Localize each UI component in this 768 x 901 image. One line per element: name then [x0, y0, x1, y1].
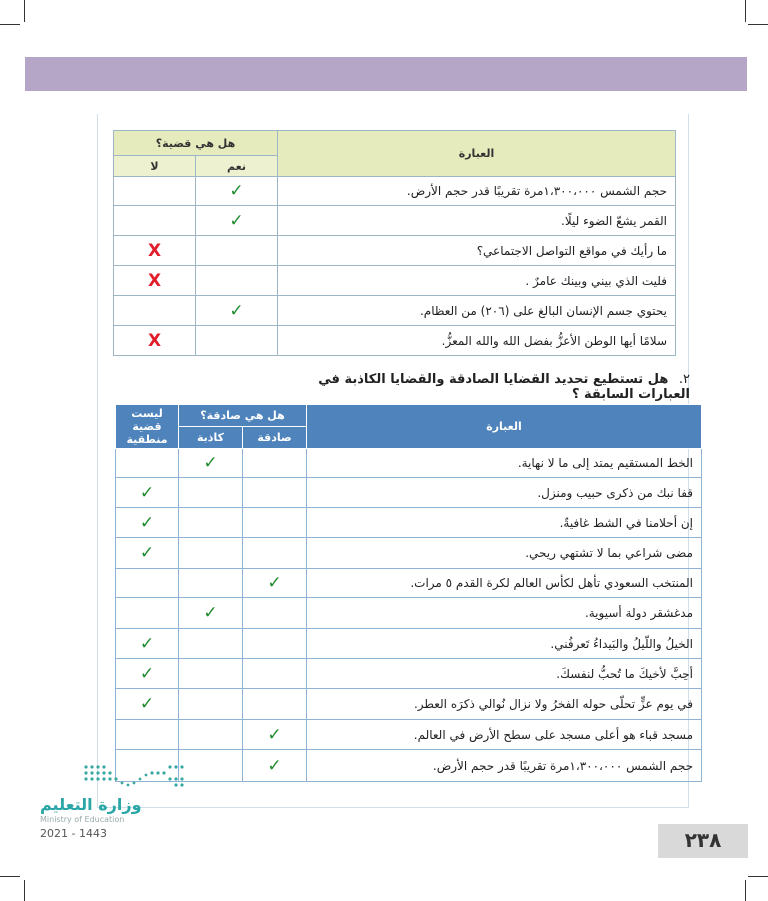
table-row [116, 720, 702, 750]
question-number: ٢. [678, 372, 690, 387]
not-logical-cell [116, 569, 179, 598]
table-row [114, 326, 676, 356]
check-mark-icon: ✓ [243, 569, 307, 598]
header-statement: العبارة [307, 405, 702, 449]
check-mark-icon: ✓ [243, 720, 307, 750]
check-mark-icon: ✓ [116, 508, 179, 538]
not-logical-cell [116, 449, 179, 478]
table-row [116, 508, 702, 538]
table-row [116, 750, 702, 782]
statement-text: إن أحلامنا في الشط غافيةٌ. [307, 508, 702, 538]
statement-text: حجم الشمس ١،٣٠٠،٠٠٠مرة تقريبًا قدر حجم الأرض. [278, 177, 676, 206]
true-cell [243, 659, 307, 689]
header-yes: نعم [196, 156, 278, 177]
false-cell [179, 659, 243, 689]
cell-empty [196, 236, 278, 266]
edition-year: 2021 - 1443 [40, 827, 107, 840]
statement-text: القمر يشعّ الضوء ليلًا. [278, 206, 676, 236]
false-cell [179, 538, 243, 569]
check-mark-icon: ✓ [116, 478, 179, 508]
statement-text: المنتخب السعودي تأهل لكأس العالم لكرة القدم ٥ مرات. [307, 569, 702, 598]
table-row [116, 478, 702, 508]
statement-text: قفا نبك من ذكرى حبيب ومنزل. [307, 478, 702, 508]
page-number: ٢٣٨ [684, 828, 722, 852]
statement-text: حجم الشمس ١،٣٠٠،٠٠٠مرة تقريبًا قدر حجم الأرض. [307, 750, 702, 782]
statement-text: ما رأيك في مواقع التواصل الاجتماعي؟ [278, 236, 676, 266]
false-cell [179, 478, 243, 508]
cross-mark-icon: X [114, 326, 196, 356]
cell-empty [196, 326, 278, 356]
truth-table [115, 404, 702, 782]
not-logical-cell [116, 598, 179, 629]
cross-mark-icon: X [114, 236, 196, 266]
table-row [116, 569, 702, 598]
header-band [25, 57, 747, 91]
table-row [114, 296, 676, 326]
table-row [114, 177, 676, 206]
cell-empty [196, 266, 278, 296]
statement-text: سلامًا أيها الوطن الأعزُّ بفضل الله والله المعزُّ. [278, 326, 676, 356]
check-mark-icon: ✓ [116, 659, 179, 689]
true-cell [243, 538, 307, 569]
ministry-name-arabic: وزارة التعليم [40, 795, 142, 814]
check-mark-icon: ✓ [196, 296, 278, 326]
table-row [116, 598, 702, 629]
table-row [114, 266, 676, 296]
page-number-box [658, 824, 748, 858]
false-cell [179, 629, 243, 659]
crop-mark-top-left-h [0, 24, 20, 25]
false-cell [179, 508, 243, 538]
crop-mark-bottom-left-v [24, 880, 25, 901]
cell-empty [114, 206, 196, 236]
check-mark-icon: ✓ [116, 629, 179, 659]
statement-text: الخط المستقيم يمتد إلى ما لا نهاية. [307, 449, 702, 478]
cross-mark-icon: X [114, 266, 196, 296]
question-2 [290, 372, 690, 402]
table-row [116, 659, 702, 689]
statement-text: مسجد قباء هو أعلى مسجد على سطح الأرض في العالم. [307, 720, 702, 750]
true-cell [243, 449, 307, 478]
check-mark-icon: ✓ [243, 750, 307, 782]
check-mark-icon: ✓ [179, 598, 243, 629]
true-cell [243, 629, 307, 659]
statement-text: الخيلُ واللّيلُ والبَيداءُ تَعرفُني. [307, 629, 702, 659]
check-mark-icon: ✓ [116, 689, 179, 720]
statement-text: مضى شراعي بما لا تشتهي ريحي. [307, 538, 702, 569]
ministry-name-english: Ministry of Education [40, 815, 125, 824]
statement-text: في يوم عزٍّ تحلّى حوله الفخرُ ولا نزال نُوالي ذكرَه العطر. [307, 689, 702, 720]
cell-empty [114, 296, 196, 326]
proposition-table [113, 130, 676, 356]
false-cell [179, 720, 243, 750]
false-cell [179, 689, 243, 720]
true-cell [243, 689, 307, 720]
ministry-logo [20, 757, 190, 847]
statement-text: فليت الذي بيني وبينك عامرٌ . [278, 266, 676, 296]
header-no: لا [114, 156, 196, 177]
crop-mark-top-right-v [745, 0, 746, 22]
table-row [116, 689, 702, 720]
header-not-logical: ليست قضية منطقية [116, 405, 179, 449]
statement-text: مدغشقر دولة أسيوية. [307, 598, 702, 629]
header-question: هل هي قضية؟ [114, 131, 278, 156]
crop-mark-bottom-left-h [0, 876, 20, 877]
true-cell [243, 598, 307, 629]
statement-text: أحِبَّ لأخيكَ ما تُحبُّ لنفسكَ. [307, 659, 702, 689]
header-statement: العبارة [278, 131, 676, 177]
check-mark-icon: ✓ [196, 206, 278, 236]
table-row [114, 206, 676, 236]
header-true: صادقة [243, 427, 307, 449]
header-false: كاذبة [179, 427, 243, 449]
table-row [116, 629, 702, 659]
question-text: هل تستطيع تحديد القضايا الصادقة والقضايا الكاذبة في العبارات السابقة ؟ [318, 372, 690, 402]
true-cell [243, 508, 307, 538]
check-mark-icon: ✓ [196, 177, 278, 206]
crop-mark-bottom-right-h [748, 876, 768, 877]
header-question: هل هي صادقة؟ [179, 405, 307, 427]
not-logical-cell [116, 720, 179, 750]
crop-mark-top-right-h [748, 24, 768, 25]
false-cell [179, 569, 243, 598]
cell-empty [114, 177, 196, 206]
table-row [116, 538, 702, 569]
crop-mark-bottom-right-v [745, 880, 746, 901]
check-mark-icon: ✓ [116, 538, 179, 569]
ministry-dots-icon [82, 763, 190, 789]
statement-text: يحتوي جسم الإنسان البالغ على (٢٠٦) من العظام. [278, 296, 676, 326]
check-mark-icon: ✓ [179, 449, 243, 478]
table-row [116, 449, 702, 478]
table-row [114, 236, 676, 266]
true-cell [243, 478, 307, 508]
crop-mark-top-left-v [24, 0, 25, 22]
